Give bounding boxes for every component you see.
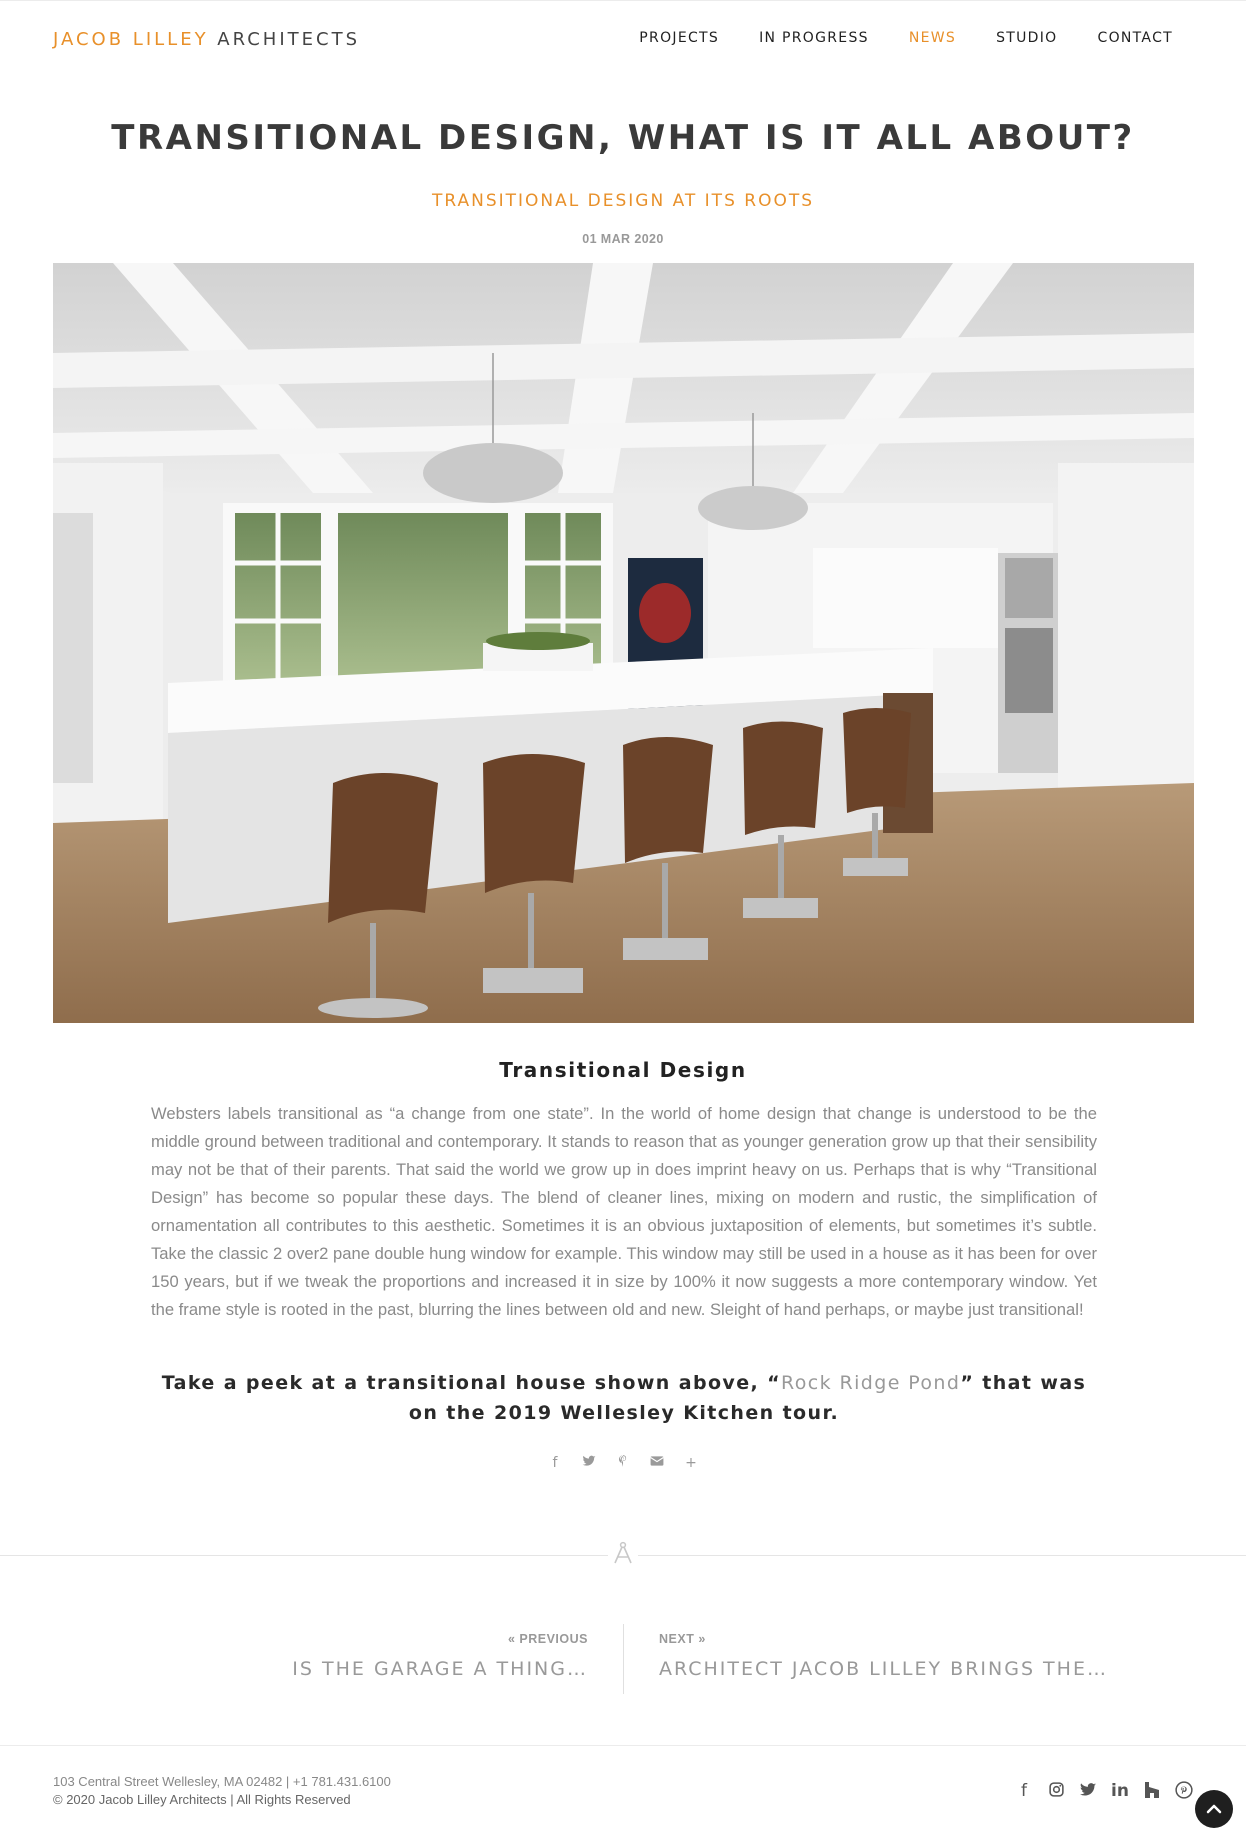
- post-nav-separator: [623, 1624, 624, 1694]
- facebook-icon[interactable]: f: [552, 1455, 558, 1471]
- next-link-label[interactable]: [659, 1632, 706, 1646]
- post-subtitle: TRANSITIONAL DESIGN AT ITS ROOTS: [431, 191, 815, 211]
- facebook-icon[interactable]: f: [1021, 1781, 1027, 1801]
- callout-text: [151, 1368, 1097, 1428]
- section-heading: Transitional Design: [499, 1058, 747, 1082]
- nav-projects[interactable]: PROJECTS: [639, 30, 720, 46]
- footer-copyright: © 2020 Jacob Lilley Architects | All Rights Reserved: [53, 1792, 351, 1807]
- nav-news[interactable]: NEWS: [908, 30, 957, 46]
- callout-before: Take a peek at a transitional house shown above, “: [161, 1372, 782, 1394]
- houzz-icon[interactable]: [1142, 1781, 1162, 1801]
- nav-contact[interactable]: CONTACT: [1097, 30, 1173, 46]
- double-chevron-left-icon: «: [507, 1632, 516, 1646]
- instagram-icon[interactable]: [1046, 1781, 1066, 1801]
- rock-ridge-pond-link[interactable]: Rock Ridge Pond: [781, 1372, 961, 1394]
- footer-address: 103 Central Street Wellesley, MA 02482 | +1 781.431.6100: [53, 1774, 391, 1789]
- share-bar: [0, 1454, 1246, 1472]
- previous-post-link[interactable]: IS THE GARAGE A THING…: [292, 1658, 588, 1680]
- next-label: NEXT: [659, 1632, 695, 1646]
- twitter-icon[interactable]: [582, 1454, 597, 1472]
- twitter-icon[interactable]: [1078, 1781, 1098, 1801]
- post-title: TRANSITIONAL DESIGN, WHAT IS IT ALL ABOUT?: [111, 118, 1135, 158]
- nav-studio[interactable]: STUDIO: [996, 30, 1058, 46]
- back-to-top-button[interactable]: [1195, 1790, 1233, 1828]
- compass-icon: [608, 1541, 638, 1569]
- site-header: [0, 0, 1246, 78]
- linkedin-icon[interactable]: in: [1111, 1781, 1129, 1801]
- nav-in-progress[interactable]: IN PROGRESS: [759, 30, 869, 46]
- previous-link-label[interactable]: [508, 1632, 588, 1646]
- next-post-link[interactable]: ARCHITECT JACOB LILLEY BRINGS THE…: [659, 1658, 1108, 1680]
- post-date: 01 MAR 2020: [582, 232, 664, 246]
- pinterest-icon[interactable]: [1174, 1781, 1194, 1801]
- callout-after: ” that was on the 2019 Wellesley Kitchen tour.: [408, 1372, 1087, 1424]
- email-icon[interactable]: [650, 1454, 665, 1472]
- article-body: Websters labels transitional as “a change from one state”. In the world of home design that change is understood to be the middle ground between traditional and contemporary. It stands to reason that as younger generation grow up that their sensibility may not be that of their parents. That said the world we grow up in does imprint heavy on us. Perhaps that is why “Transitional Design” has become so popular these days. The blend of cleaner lines, mixing on modern and rustic, the simplification of ornamentation all contributes to this aesthetic. Sometimes it is an obvious juxtaposition of elements, but sometimes it’s subtle. Take the classic 2 over2 pane double hung window for example. This window may still be used in a house as it has been for over 150 years, but if we tweak the proportions and increased it in size by 100% it now suggests a more contemporary window. Yet the frame style is rooted in the past, blurring the lines between old and new. Sleight of hand perhaps, or maybe just transitional!: [151, 1104, 1097, 1319]
- plus-icon[interactable]: +: [685, 1455, 697, 1471]
- double-chevron-right-icon: »: [698, 1632, 706, 1646]
- previous-label: PREVIOUS: [519, 1632, 588, 1646]
- site-logo[interactable]: [53, 29, 360, 50]
- logo-suffix: ARCHITECTS: [217, 29, 360, 50]
- pinterest-icon[interactable]: [616, 1454, 631, 1472]
- main-nav: [639, 30, 1173, 46]
- logo-name: JACOB LILLEY: [53, 29, 209, 50]
- hero-image: [53, 263, 1194, 1023]
- social-links: [1014, 1781, 1194, 1801]
- footer-divider: [0, 1745, 1246, 1746]
